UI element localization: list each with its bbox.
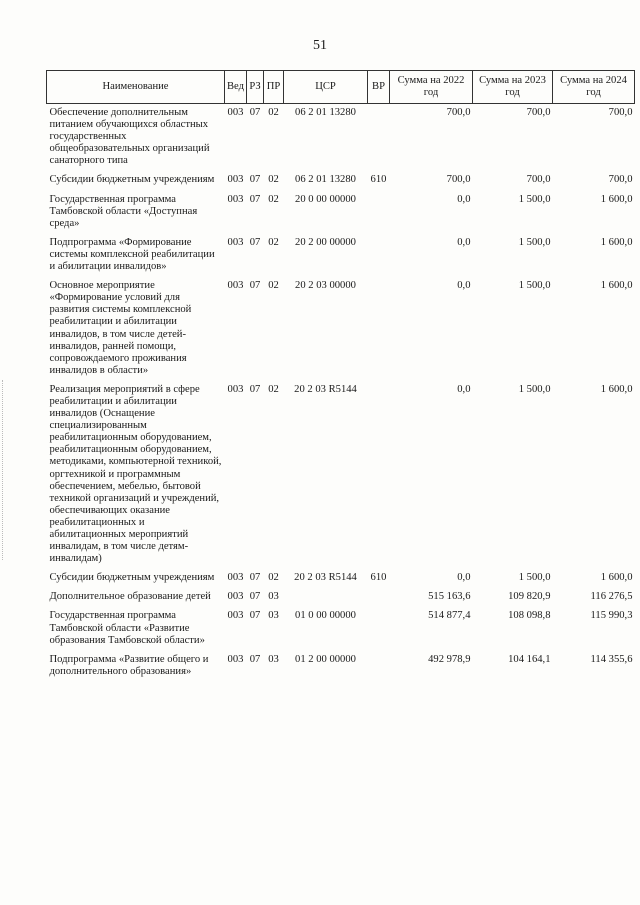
col-header-name: Наименование bbox=[47, 71, 225, 104]
row-vr: 610 bbox=[370, 572, 387, 584]
row-sum-2024: 700,0 bbox=[608, 174, 633, 186]
row-rz: 07 bbox=[249, 572, 261, 584]
row-csr: 20 2 03 R5144 bbox=[294, 383, 357, 395]
row-sum-2022: 492 978,9 bbox=[428, 653, 471, 665]
row-sum-2023: 1 500,0 bbox=[518, 280, 551, 292]
row-rz: 07 bbox=[249, 193, 261, 205]
table-row bbox=[47, 607, 635, 650]
budget-table bbox=[46, 70, 635, 682]
row-sum-2022: 0,0 bbox=[457, 383, 471, 395]
row-rz: 07 bbox=[249, 280, 261, 292]
row-sum-2023: 700,0 bbox=[526, 107, 551, 118]
row-vr bbox=[368, 588, 390, 607]
row-pr: 02 bbox=[268, 107, 279, 118]
row-sum-2023: 1 500,0 bbox=[518, 193, 551, 205]
row-vr bbox=[368, 191, 390, 234]
row-sum-2022: 0,0 bbox=[457, 572, 471, 584]
col-header-sum-2022: Сумма на 2022 год bbox=[390, 71, 473, 104]
row-ved: 003 bbox=[227, 236, 244, 248]
row-sum-2024: 115 990,3 bbox=[590, 610, 633, 622]
col-header-rz: РЗ bbox=[247, 71, 264, 104]
row-pr: 03 bbox=[268, 610, 279, 622]
col-header-ved: Вед bbox=[225, 71, 247, 104]
col-header-csr: ЦСР bbox=[284, 71, 368, 104]
table-row bbox=[47, 381, 635, 569]
table-row bbox=[47, 234, 635, 277]
col-header-sum-2024: Сумма на 2024 год bbox=[553, 71, 635, 104]
row-sum-2024: 1 600,0 bbox=[600, 280, 633, 292]
row-csr: 06 2 01 13280 bbox=[295, 107, 356, 118]
row-name: Обеспечение дополнительным питанием обучающихся областных государственных общеобразовательных организаций санаторного типа bbox=[49, 107, 210, 167]
row-rz: 07 bbox=[249, 591, 261, 603]
row-name: Подпрограмма «Формирование системы комплексной реабилитации и абилитации инвалидов» bbox=[49, 236, 215, 273]
row-name: Основное мероприятие «Формирование условий для развития системы комплексной реабилитации и абилитации инвалидов, в том числе детей-инвалидов, ранней помощи, сопровождаемого проживания инвалидов в области» bbox=[49, 280, 192, 376]
row-ved: 003 bbox=[227, 591, 244, 603]
row-sum-2024: 1 600,0 bbox=[600, 383, 633, 395]
row-ved: 003 bbox=[227, 280, 244, 292]
row-sum-2022: 0,0 bbox=[457, 236, 471, 248]
row-rz: 07 bbox=[249, 236, 261, 248]
row-sum-2023: 1 500,0 bbox=[518, 383, 551, 395]
row-ved: 003 bbox=[227, 174, 244, 186]
row-sum-2023: 700,0 bbox=[526, 174, 551, 186]
row-ved: 003 bbox=[227, 193, 244, 205]
row-sum-2023: 104 164,1 bbox=[508, 653, 551, 665]
row-sum-2023: 1 500,0 bbox=[518, 572, 551, 584]
row-sum-2022: 0,0 bbox=[457, 280, 471, 292]
row-name: Субсидии бюджетным учреждениям bbox=[49, 572, 215, 584]
row-csr: 01 0 00 00000 bbox=[295, 610, 356, 622]
row-rz: 07 bbox=[249, 107, 261, 118]
row-ved: 003 bbox=[227, 572, 244, 584]
row-csr: 20 0 00 00000 bbox=[295, 193, 356, 205]
row-vr bbox=[368, 277, 390, 381]
row-name: Дополнительное образование детей bbox=[49, 591, 211, 603]
row-rz: 07 bbox=[249, 383, 261, 395]
row-csr: 20 2 03 R5144 bbox=[294, 572, 357, 584]
table-row bbox=[47, 277, 635, 381]
row-sum-2022: 0,0 bbox=[457, 193, 471, 205]
row-sum-2022: 700,0 bbox=[446, 174, 471, 186]
row-pr: 02 bbox=[268, 572, 279, 584]
row-rz: 07 bbox=[249, 653, 261, 665]
row-sum-2024: 1 600,0 bbox=[600, 572, 633, 584]
row-sum-2022: 700,0 bbox=[446, 107, 471, 118]
row-sum-2022: 515 163,6 bbox=[428, 591, 471, 603]
row-vr: 610 bbox=[370, 174, 387, 186]
row-csr: 20 2 03 00000 bbox=[295, 280, 356, 292]
row-sum-2024: 1 600,0 bbox=[600, 236, 633, 248]
row-sum-2023: 1 500,0 bbox=[518, 236, 551, 248]
row-pr: 03 bbox=[268, 653, 279, 665]
row-pr: 02 bbox=[268, 193, 279, 205]
row-csr: 20 2 00 00000 bbox=[295, 236, 356, 248]
row-sum-2023: 108 098,8 bbox=[508, 610, 551, 622]
row-vr bbox=[368, 381, 390, 569]
row-name: Государственная программа Тамбовской области «Развитие образования Тамбовской области» bbox=[49, 610, 205, 646]
page-number: 51 bbox=[313, 38, 327, 53]
row-vr bbox=[368, 607, 390, 650]
row-sum-2024: 700,0 bbox=[608, 107, 633, 118]
row-csr: 01 2 00 00000 bbox=[295, 653, 356, 665]
row-name: Государственная программа Тамбовской области «Доступная среда» bbox=[49, 193, 198, 229]
row-vr bbox=[368, 651, 390, 682]
row-name: Субсидии бюджетным учреждениям bbox=[49, 174, 215, 186]
row-pr: 02 bbox=[268, 280, 279, 292]
table-row bbox=[47, 588, 635, 607]
row-csr bbox=[284, 588, 368, 607]
row-rz: 07 bbox=[249, 174, 261, 186]
row-ved: 003 bbox=[227, 383, 244, 395]
col-header-pr: ПР bbox=[264, 71, 284, 104]
row-ved: 003 bbox=[227, 610, 244, 622]
table-row bbox=[47, 171, 635, 190]
table-row bbox=[47, 191, 635, 234]
table-row bbox=[47, 569, 635, 588]
row-sum-2023: 109 820,9 bbox=[508, 591, 551, 603]
row-sum-2024: 114 355,6 bbox=[590, 653, 633, 665]
col-header-sum-2023: Сумма на 2023 год bbox=[473, 71, 553, 104]
row-vr bbox=[368, 234, 390, 277]
row-pr: 03 bbox=[268, 591, 279, 603]
row-csr: 06 2 01 13280 bbox=[295, 174, 356, 186]
row-ved: 003 bbox=[227, 107, 244, 118]
row-sum-2022: 514 877,4 bbox=[428, 610, 471, 622]
row-vr bbox=[368, 104, 390, 172]
table-header-row bbox=[47, 71, 635, 104]
row-name: Реализация мероприятий в сфере реабилитации и абилитации инвалидов (Оснащение специализированным реабилитационным оборудованием, реабилитационным оборудованием, методиками, компьютерной техникой, оргтехникой и программным обеспечением, мебелью, бытовой техникой организаций и учреждений, обеспечивающих оказание реабилитационных и абилитационных мероприятий инвалидам, в том числе детям-инвалидам) bbox=[49, 383, 222, 565]
table-row bbox=[47, 104, 635, 172]
col-header-vr: ВР bbox=[368, 71, 390, 104]
row-pr: 02 bbox=[268, 174, 279, 186]
row-name: Подпрограмма «Развитие общего и дополнительного образования» bbox=[49, 653, 209, 677]
row-sum-2024: 1 600,0 bbox=[600, 193, 633, 205]
scan-edge-mark bbox=[2, 380, 4, 560]
row-rz: 07 bbox=[249, 610, 261, 622]
table-row bbox=[47, 651, 635, 682]
row-pr: 02 bbox=[268, 236, 279, 248]
row-ved: 003 bbox=[227, 653, 244, 665]
row-pr: 02 bbox=[268, 383, 279, 395]
row-sum-2024: 116 276,5 bbox=[590, 591, 633, 603]
